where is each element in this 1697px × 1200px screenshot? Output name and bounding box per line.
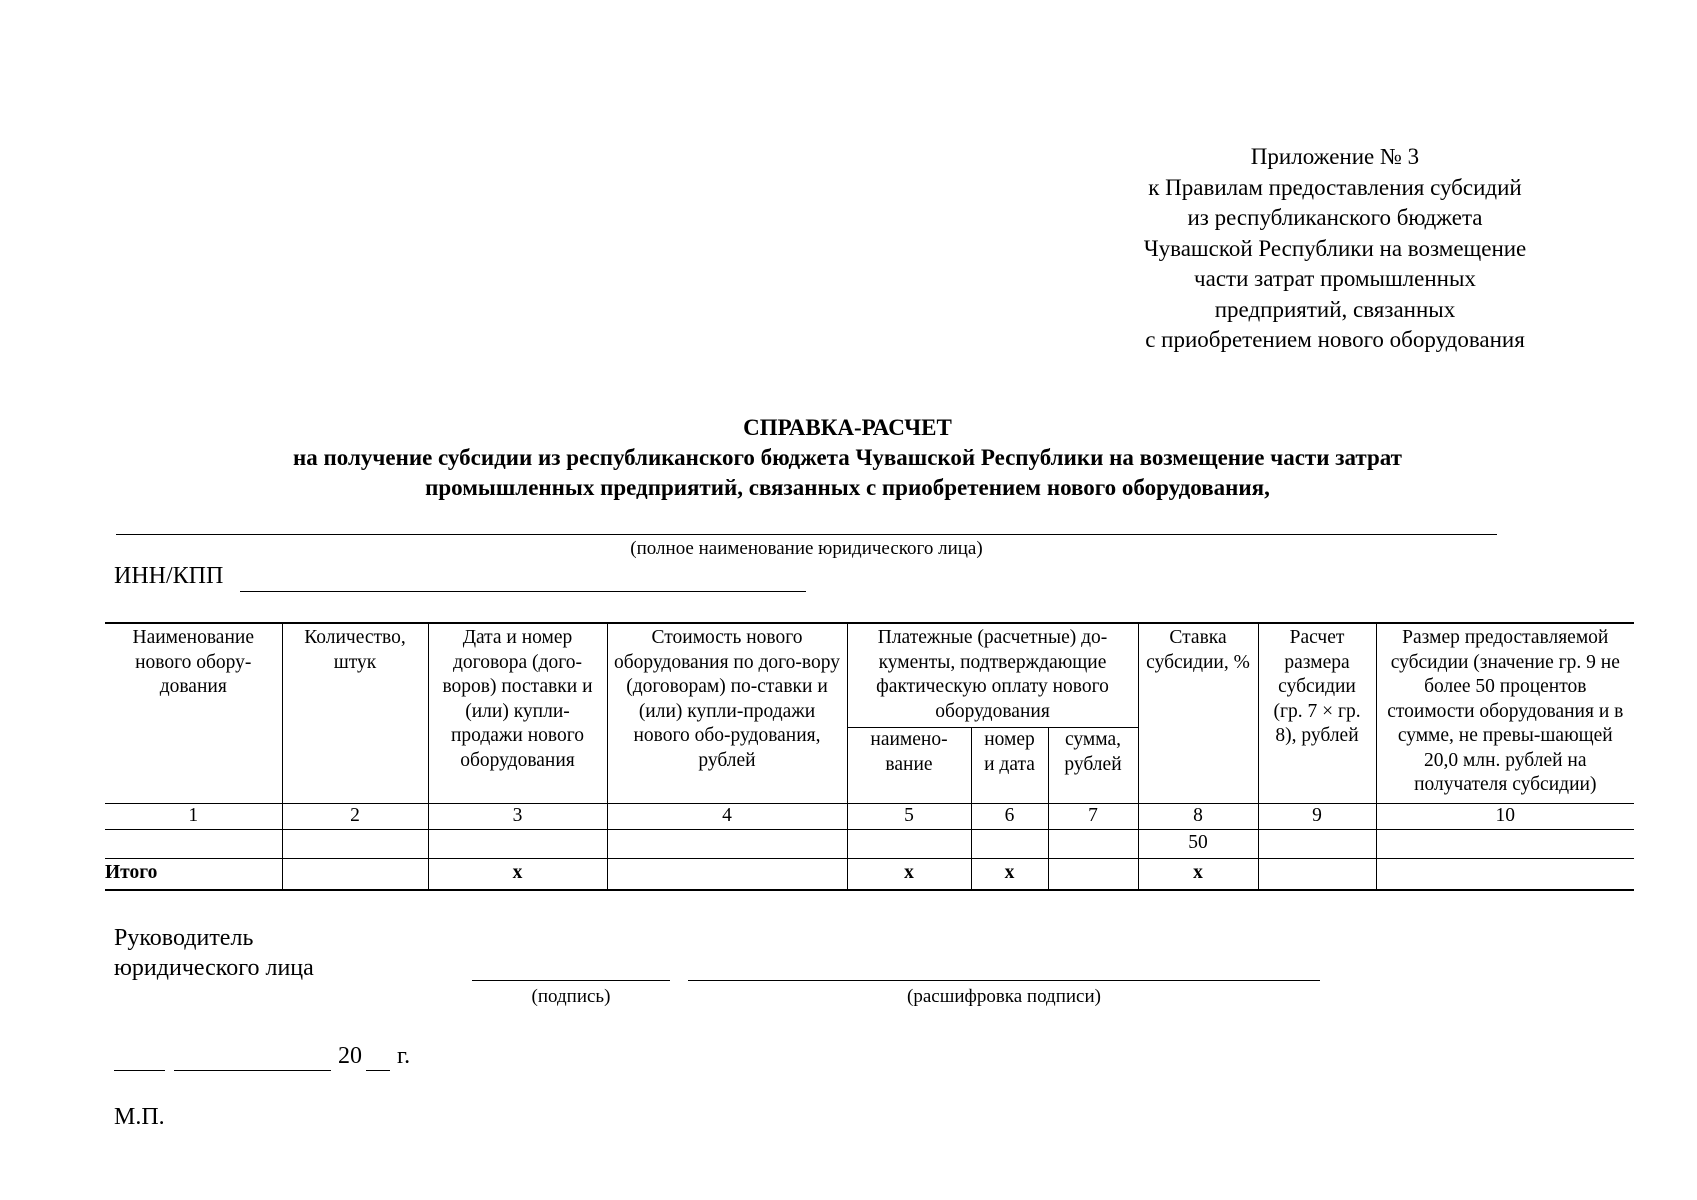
total-document-number-mark: х — [971, 858, 1048, 890]
table-row — [105, 829, 1634, 858]
header-payment-documents: Платежные (расчетные) до-кументы, подтверждающие фактическую оплату нового оборудования — [847, 623, 1138, 728]
appendix-line: к Правилам предоставления субсидий — [1148, 174, 1522, 200]
org-name-caption: (полное наименование юридического лица) — [630, 538, 983, 559]
column-number: 3 — [428, 804, 607, 830]
header-equipment-name: Наименование нового обору-дования — [105, 623, 282, 804]
total-rate-mark: х — [1138, 858, 1258, 890]
calculation-table — [105, 622, 1634, 891]
total-quantity[interactable] — [282, 858, 428, 890]
signature-caption: (подпись) — [531, 986, 611, 1007]
total-document-name-mark: х — [847, 858, 971, 890]
column-number: 7 — [1048, 804, 1138, 830]
date-day-line[interactable] — [114, 1046, 165, 1071]
total-subsidy-amount[interactable] — [1376, 858, 1634, 890]
signature-decoding-line[interactable] — [688, 960, 1320, 981]
total-contract-mark: х — [428, 858, 607, 890]
column-number: 9 — [1258, 804, 1376, 830]
header-document-number-date: номер и дата — [971, 728, 1048, 804]
column-number: 6 — [971, 804, 1048, 830]
total-row — [105, 858, 1634, 890]
column-numbers-row — [105, 804, 1634, 830]
head-label-line-2: юридического лица — [114, 955, 314, 981]
date-month-line[interactable] — [174, 1046, 331, 1071]
column-number: 2 — [282, 804, 428, 830]
inn-label: ИНН/КПП — [114, 563, 224, 589]
date-year-prefix: 20 — [338, 1043, 362, 1069]
column-number: 4 — [607, 804, 847, 830]
appendix-line: предприятий, связанных — [1214, 296, 1456, 322]
column-number: 5 — [847, 804, 971, 830]
appendix-line: с приобретением нового оборудования — [1145, 327, 1525, 352]
cell-document-name[interactable] — [847, 829, 971, 858]
cell-subsidy-amount[interactable] — [1376, 829, 1634, 858]
signature-line[interactable] — [472, 960, 670, 981]
head-label-line-1: Руководитель — [114, 925, 254, 951]
total-label: Итого — [105, 858, 282, 890]
header-quantity: Количество, штук — [282, 623, 428, 804]
org-name-line[interactable] — [116, 522, 1497, 535]
appendix-line: части затрат промышленных — [1194, 266, 1476, 291]
appendix-line: Приложение № 3 — [1250, 144, 1420, 169]
column-number: 1 — [105, 804, 282, 830]
document-title — [150, 413, 1545, 503]
header-subsidy-rate: Ставка субсидии, % — [1138, 623, 1258, 804]
column-number: 8 — [1138, 804, 1258, 830]
cell-subsidy-rate: 50 — [1138, 829, 1258, 858]
header-subsidy-calculation: Расчет размера субсидии (гр. 7 × гр. 8), рублей — [1258, 623, 1376, 804]
header-document-name: наимено-вание — [847, 728, 971, 804]
total-subsidy-calculation[interactable] — [1258, 858, 1376, 890]
title-line-3: промышленных предприятий, связанных с приобретением нового оборудования, — [425, 475, 1270, 500]
date-year-suffix: г. — [397, 1043, 411, 1069]
header-contract-date-number: Дата и номер договора (дого-воров) поставки и (или) купли-продажи нового оборудования — [428, 623, 607, 804]
column-number: 10 — [1376, 804, 1634, 830]
header-subsidy-amount: Размер предоставляемой субсидии (значение гр. 9 не более 50 процентов стоимости оборудования и в сумме, не превы-шающей 20,0 млн. рублей на получателя субсидии) — [1376, 623, 1634, 804]
cell-subsidy-calculation[interactable] — [1258, 829, 1376, 858]
total-cost[interactable] — [607, 858, 847, 890]
title-main: СПРАВКА-РАСЧЕТ — [743, 415, 952, 440]
header-document-sum: сумма, рублей — [1048, 728, 1138, 804]
appendix-line: из республиканского бюджета — [1187, 205, 1483, 230]
signature-decoding-caption: (расшифровка подписи) — [907, 986, 1101, 1007]
header-equipment-cost: Стоимость нового оборудования по дого-вору (договорам) по-ставки и (или) купли-продажи нового обо-рудования, рублей — [607, 623, 847, 804]
cell-document-sum[interactable] — [1048, 829, 1138, 858]
stamp-place: М.П. — [114, 1104, 165, 1130]
cell-quantity[interactable] — [282, 829, 428, 858]
cell-document-number-date[interactable] — [971, 829, 1048, 858]
cell-equipment-name[interactable] — [105, 829, 282, 858]
total-document-sum[interactable] — [1048, 858, 1138, 890]
date-year-line[interactable] — [366, 1046, 390, 1071]
inn-field-line[interactable] — [240, 571, 806, 592]
cell-contract[interactable] — [428, 829, 607, 858]
cell-cost[interactable] — [607, 829, 847, 858]
appendix-line: Чувашской Республики на возмещение — [1143, 235, 1527, 261]
appendix-block — [1100, 142, 1570, 356]
title-line-2: на получение субсидии из республиканского бюджета Чувашской Республики на возмещение части затрат — [293, 445, 1402, 470]
